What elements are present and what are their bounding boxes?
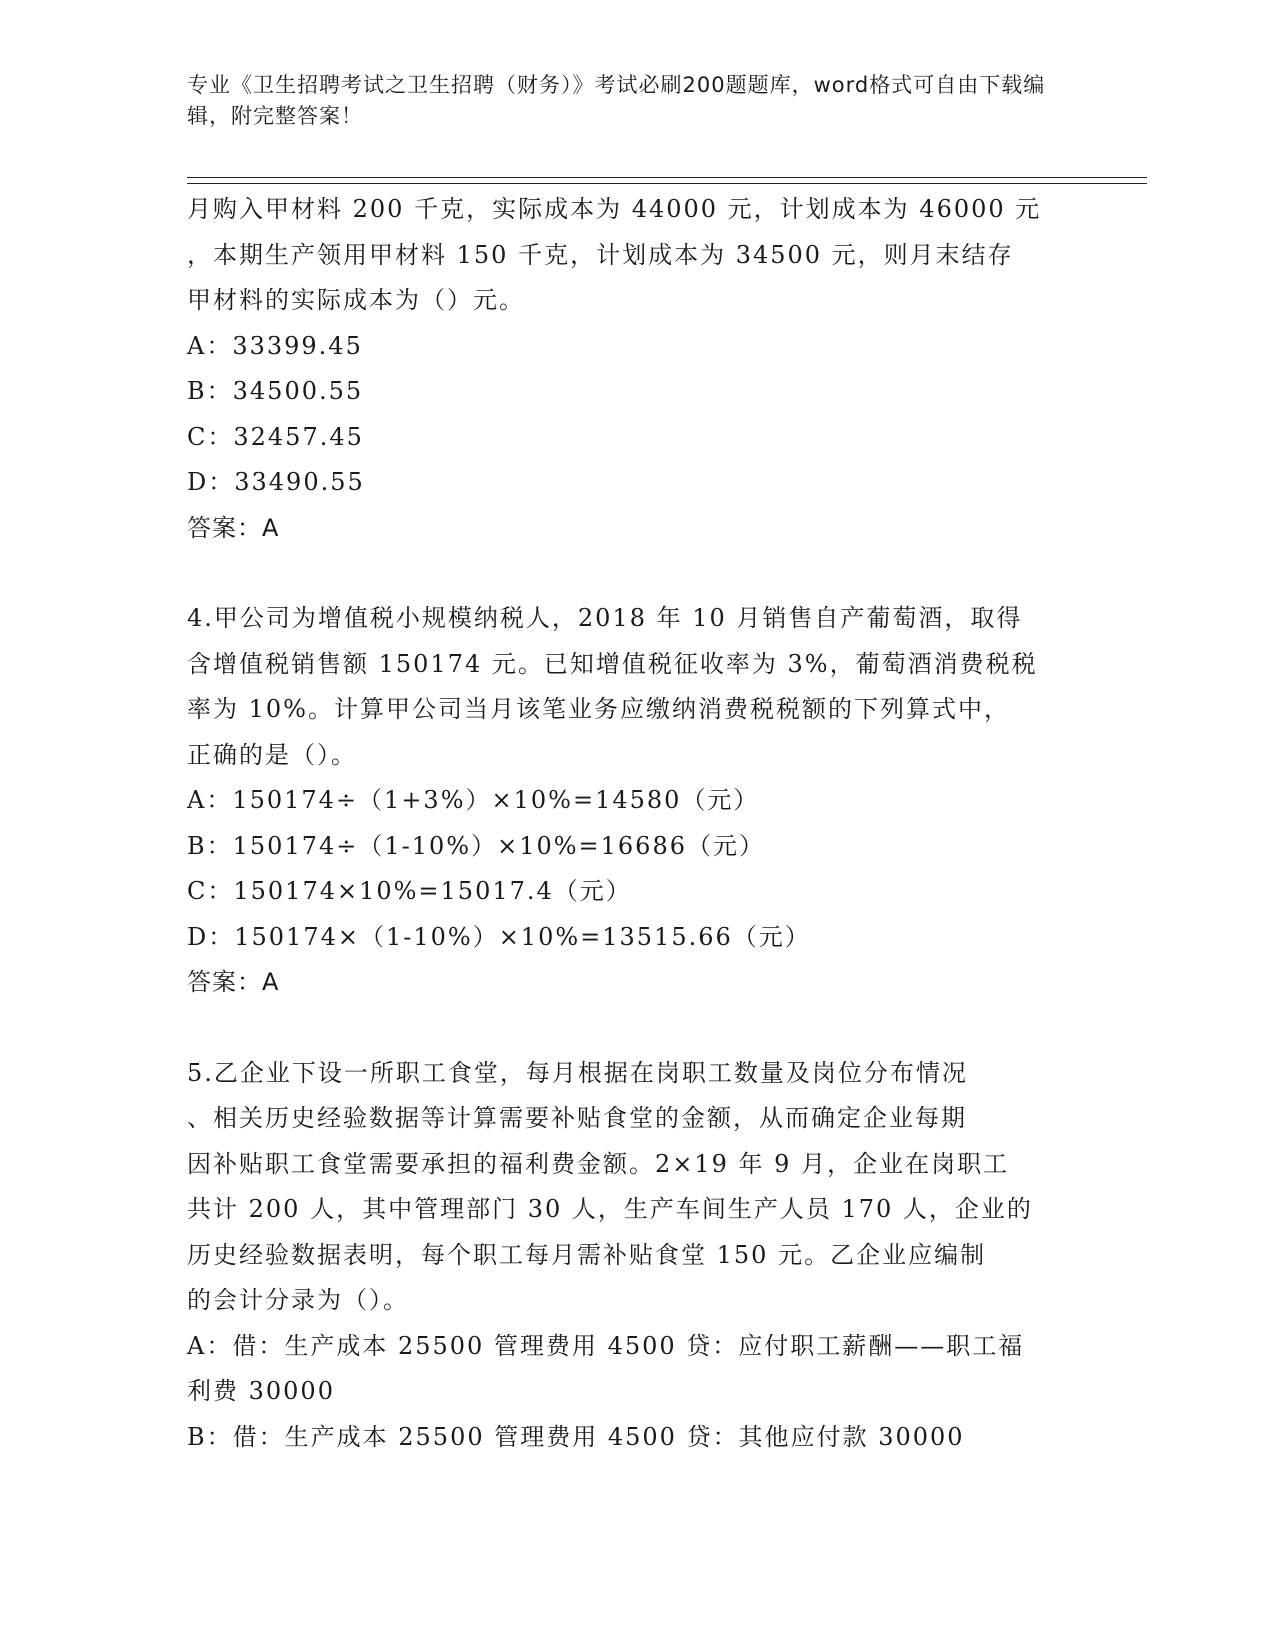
option-c: C：150174×10%=15017.4（元） xyxy=(187,877,632,905)
option-b: B：150174÷（1-10%）×10%=16686（元） xyxy=(187,831,765,860)
option-c: C：32457.45 xyxy=(187,422,364,451)
document-title: 专业《卫生招聘考试之卫生招聘（财务）》考试必刷200题题库，word格式可自由下载编辑，附完整答案！ xyxy=(187,73,1046,128)
question-text-line: 、相关历史经验数据等计算需要补贴食堂的金额，从而确定企业每期 xyxy=(187,1104,967,1132)
question-text-line: ，本期生产领用甲材料 150 千克，计划成本为 34500 元，则月末结存 xyxy=(187,240,1014,269)
answer-line: 答案：A xyxy=(187,513,280,542)
question-text-line: 正确的是（）。 xyxy=(187,740,357,769)
page-header xyxy=(187,70,1067,132)
option-a-continued: 利费 30000 xyxy=(187,1377,335,1405)
question-3 xyxy=(187,187,1087,551)
question-text-line: 含增值税销售额 150174 元。已知增值税征收率为 3%，葡萄酒消费税税 xyxy=(187,649,1038,678)
question-text-line: 历史经验数据表明，每个职工每月需补贴食堂 150 元。乙企业应编制 xyxy=(187,1240,987,1269)
question-text-line: 月购入甲材料 200 千克，实际成本为 44000 元，计划成本为 46000 元 xyxy=(187,195,1042,223)
header-rule-top xyxy=(187,177,1147,178)
question-text-line: 因补贴职工食堂需要承担的福利费金额。2×19 年 9 月，企业在岗职工 xyxy=(187,1149,1010,1178)
document-body xyxy=(187,187,1087,1460)
question-text-line: 率为 10%。计算甲公司当月该笔业务应缴纳消费税税额的下列算式中， xyxy=(187,695,1010,723)
spacer xyxy=(187,551,1087,596)
question-4 xyxy=(187,596,1087,1006)
option-d: D：33490.55 xyxy=(187,468,365,496)
spacer xyxy=(187,1006,1087,1051)
question-text-line: 5.乙企业下设一所职工食堂，每月根据在岗职工数量及岗位分布情况 xyxy=(187,1058,968,1087)
answer-line: 答案：A xyxy=(187,968,280,996)
option-a: A：借：生产成本 25500 管理费用 4500 贷：应付职工薪酬——职工福 xyxy=(187,1331,1025,1360)
question-text-line: 4.甲公司为增值税小规模纳税人，2018 年 10 月销售自产葡萄酒，取得 xyxy=(187,604,1023,632)
question-5 xyxy=(187,1051,1087,1461)
option-a: A：33399.45 xyxy=(187,331,363,360)
option-b: B：34500.55 xyxy=(187,377,364,405)
option-a: A：150174÷（1+3%）×10%=14580（元） xyxy=(187,786,760,814)
option-d: D：150174×（1-10%）×10%=13515.66（元） xyxy=(187,922,811,951)
header-rule-bottom xyxy=(187,183,1147,184)
question-text-line: 共计 200 人，其中管理部门 30 人，生产车间生产人员 170 人，企业的 xyxy=(187,1195,1033,1223)
question-text-line: 甲材料的实际成本为（）元。 xyxy=(187,286,525,314)
question-text-line: 的会计分录为（）。 xyxy=(187,1286,409,1314)
option-b: B：借：生产成本 25500 管理费用 4500 贷：其他应付款 30000 xyxy=(187,1422,965,1451)
